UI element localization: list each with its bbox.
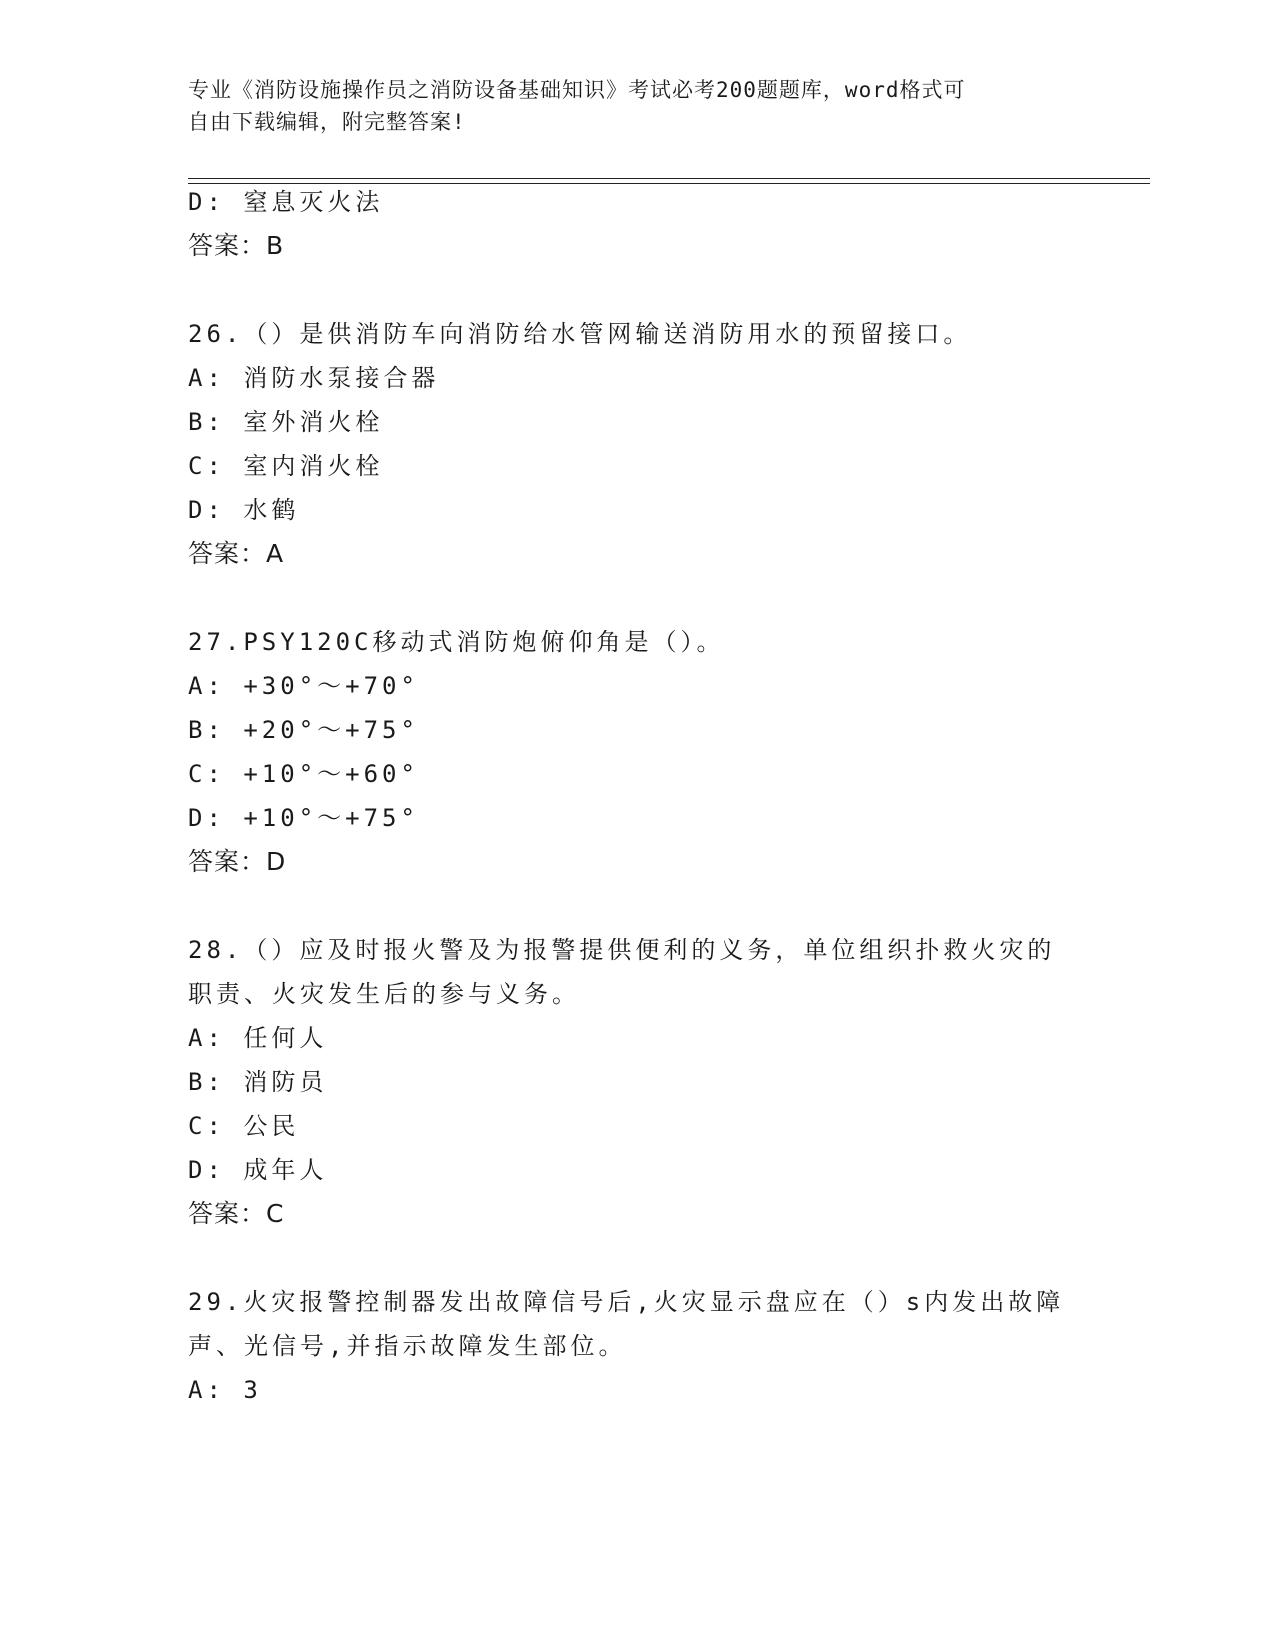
q27-option-b: B: +20°～+75° [188, 716, 419, 744]
q27-answer: 答案：D [188, 847, 287, 876]
q26-option-c: C: 室内消火栓 [188, 452, 384, 480]
prev-option-d: D: 窒息灭火法 [188, 188, 384, 216]
q28-option-d: D: 成年人 [188, 1156, 328, 1184]
q29-option-a: A: 3 [188, 1376, 262, 1404]
q28-option-a: A: 任何人 [188, 1024, 328, 1052]
q27-option-d: D: +10°～+75° [188, 804, 419, 832]
q29-stem-line-1: 29.火灾报警控制器发出故障信号后,火灾显示盘应在（）s内发出故障 [188, 1288, 1065, 1316]
q26-stem: 26.（）是供消防车向消防给水管网输送消防用水的预留接口。 [188, 320, 972, 348]
prev-answer: 答案：B [188, 231, 285, 260]
q27-option-a: A: +30°～+70° [188, 672, 419, 700]
q26-option-d: D: 水鹤 [188, 496, 300, 524]
q28-option-b: B: 消防员 [188, 1068, 328, 1096]
header-line-2: 自由下载编辑，附完整答案! [188, 110, 466, 134]
q26-option-a: A: 消防水泵接合器 [188, 364, 440, 392]
q28-stem-line-1: 28.（）应及时报火警及为报警提供便利的义务，单位组织扑救火灾的 [188, 936, 1056, 964]
q26-answer: 答案：A [188, 539, 285, 568]
header-divider-top [188, 178, 1150, 179]
q29-stem-line-2: 声、光信号,并指示故障发生部位。 [188, 1332, 627, 1360]
document-header [188, 74, 1088, 138]
q28-stem-line-2: 职责、火灾发生后的参与义务。 [188, 980, 580, 1008]
q27-option-c: C: +10°～+60° [188, 760, 419, 788]
q28-option-c: C: 公民 [188, 1112, 300, 1140]
header-line-1: 专业《消防设施操作员之消防设备基础知识》考试必考200题题库，word格式可 [188, 78, 966, 102]
header-divider-bottom [188, 183, 1150, 184]
q27-stem: 27.PSY120C移动式消防炮俯仰角是（）。 [188, 628, 725, 656]
q26-option-b: B: 室外消火栓 [188, 408, 384, 436]
q28-answer: 答案：C [188, 1199, 285, 1228]
